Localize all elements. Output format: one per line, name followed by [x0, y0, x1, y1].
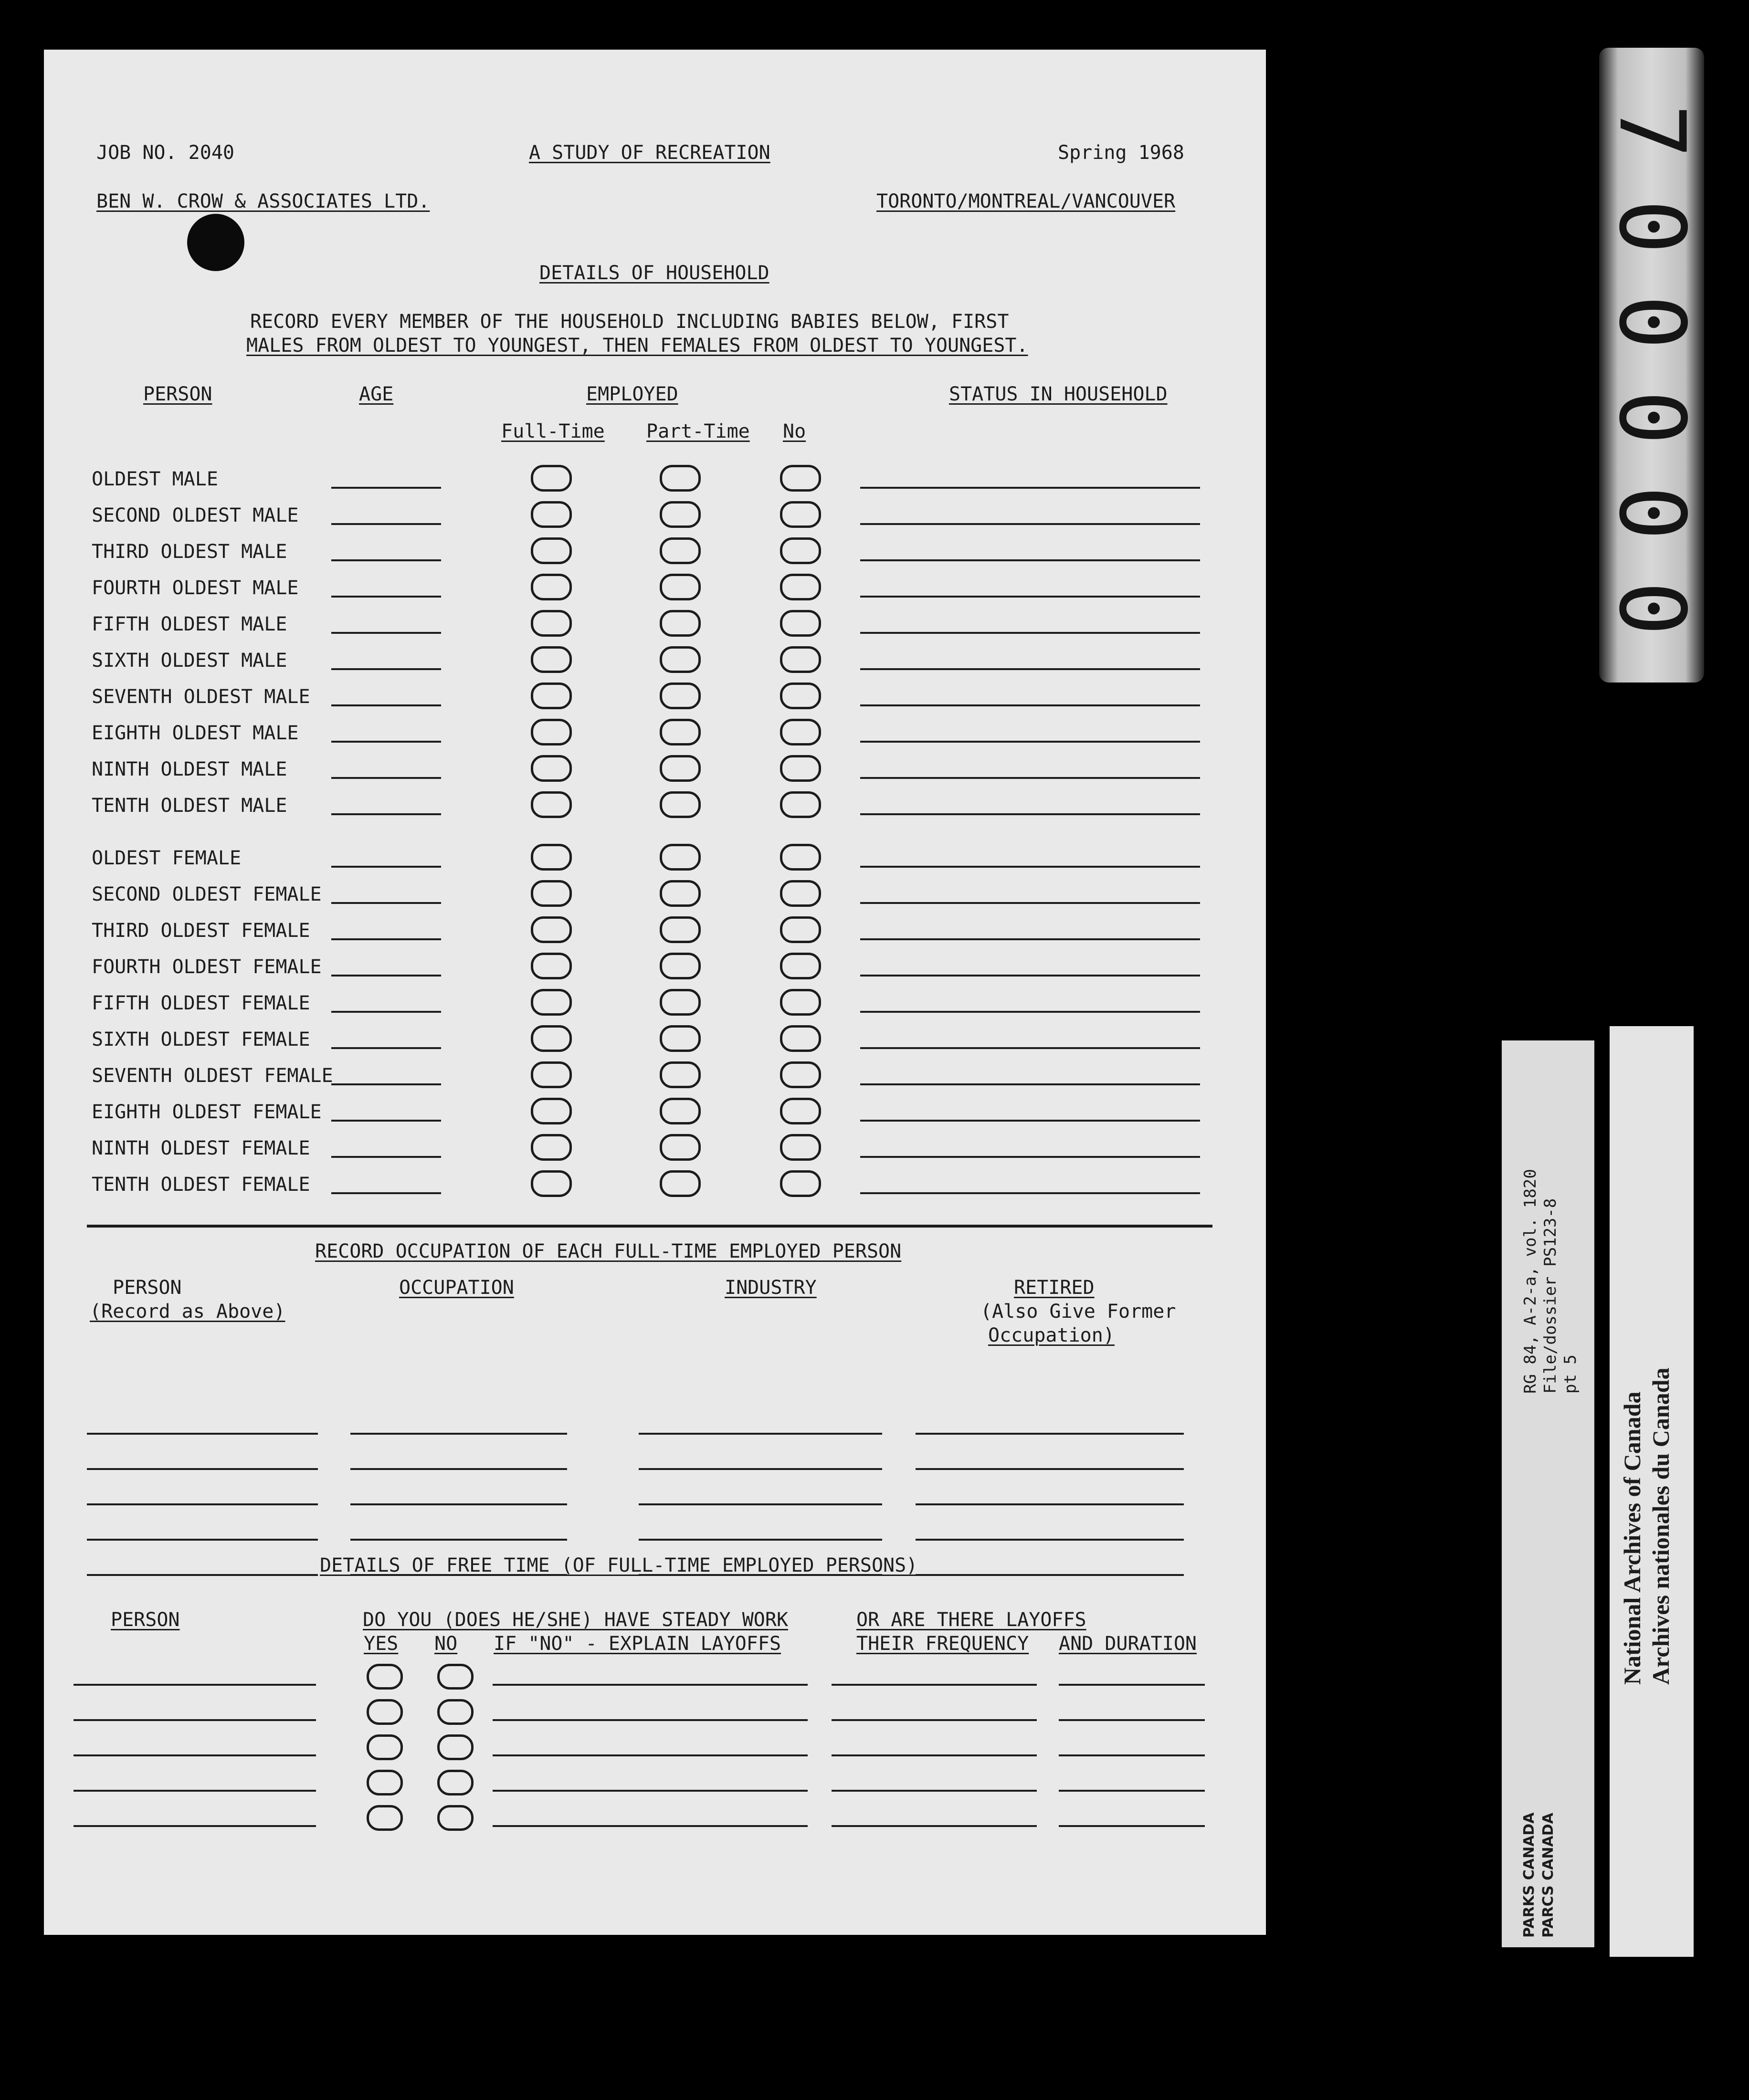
full-time-checkbox[interactable]	[531, 1134, 572, 1161]
ft-col-explain: IF "NO" - EXPLAIN LAYOFFS	[494, 1633, 781, 1655]
full-time-checkbox[interactable]	[531, 610, 572, 637]
part-time-checkbox[interactable]	[660, 953, 701, 979]
status-field[interactable]	[860, 487, 1200, 489]
status-field[interactable]	[860, 704, 1200, 706]
status-field[interactable]	[860, 1083, 1200, 1085]
ft-duration-field[interactable]	[1059, 1719, 1205, 1721]
household-member-label: EIGHTH OLDEST MALE	[92, 722, 299, 744]
household-member-label: NINTH OLDEST FEMALE	[92, 1137, 310, 1159]
ft-question-2: OR ARE THERE LAYOFFS	[856, 1609, 1086, 1631]
age-field[interactable]	[331, 632, 441, 634]
study-date: Spring 1968	[1058, 142, 1184, 164]
household-instruction-1: RECORD EVERY MEMBER OF THE HOUSEHOLD INCLUDING BABIES BELOW, FIRST	[250, 311, 1009, 333]
part-time-checkbox[interactable]	[660, 844, 701, 871]
age-field[interactable]	[331, 902, 441, 904]
section-divider	[87, 1225, 1212, 1228]
archives-name-fr: Archives nationales du Canada	[1647, 1367, 1674, 1685]
not-employed-checkbox[interactable]	[780, 791, 821, 818]
col-person: PERSON	[143, 383, 212, 405]
col-status: STATUS IN HOUSEHOLD	[949, 383, 1168, 405]
not-employed-checkbox[interactable]	[780, 719, 821, 746]
not-employed-checkbox[interactable]	[780, 537, 821, 564]
ft-yes-checkbox[interactable]	[367, 1734, 403, 1760]
ft-col-person: PERSON	[111, 1609, 180, 1631]
not-employed-checkbox[interactable]	[780, 1170, 821, 1197]
part-time-checkbox[interactable]	[660, 916, 701, 943]
occ-industry-field[interactable]	[639, 1503, 882, 1505]
not-employed-checkbox[interactable]	[780, 953, 821, 979]
parks-canada-en: PARKS CANADA	[1521, 1812, 1538, 1938]
household-member-label: THIRD OLDEST MALE	[92, 541, 287, 563]
status-field[interactable]	[860, 523, 1200, 525]
part-time-checkbox[interactable]	[660, 989, 701, 1016]
age-field[interactable]	[331, 668, 441, 670]
ft-person-field[interactable]	[74, 1719, 316, 1721]
reel-digit: 0	[1599, 581, 1705, 636]
part-time-checkbox[interactable]	[660, 880, 701, 907]
occ-person-field[interactable]	[87, 1574, 318, 1576]
age-field[interactable]	[331, 866, 441, 868]
ft-question-1: DO YOU (DOES HE/SHE) HAVE STEADY WORK	[363, 1609, 789, 1631]
occ-retired-field[interactable]	[916, 1539, 1184, 1541]
ft-duration-field[interactable]	[1059, 1684, 1205, 1686]
ft-frequency-field[interactable]	[832, 1790, 1037, 1792]
part-time-checkbox[interactable]	[660, 465, 701, 492]
ft-no-checkbox[interactable]	[437, 1805, 474, 1831]
household-member-label: SEVENTH OLDEST FEMALE	[92, 1065, 333, 1087]
ft-explain-field[interactable]	[493, 1754, 808, 1756]
occ-retired-field[interactable]	[916, 1433, 1184, 1435]
status-field[interactable]	[860, 866, 1200, 868]
age-field[interactable]	[331, 1192, 441, 1194]
ft-yes-checkbox[interactable]	[367, 1805, 403, 1831]
part-time-checkbox[interactable]	[660, 537, 701, 564]
occ-col-industry: INDUSTRY	[725, 1277, 817, 1299]
ft-col-frequency: THEIR FREQUENCY	[856, 1633, 1029, 1655]
status-field[interactable]	[860, 559, 1200, 561]
full-time-checkbox[interactable]	[531, 880, 572, 907]
ft-no-checkbox[interactable]	[437, 1664, 474, 1690]
occ-col-person: PERSON	[113, 1277, 182, 1299]
age-field[interactable]	[331, 596, 441, 598]
ft-frequency-field[interactable]	[832, 1754, 1037, 1756]
age-field[interactable]	[331, 1156, 441, 1158]
household-member-label: SECOND OLDEST MALE	[92, 504, 299, 526]
ft-person-field[interactable]	[74, 1825, 316, 1827]
occ-person-field[interactable]	[87, 1503, 318, 1505]
age-field[interactable]	[331, 741, 441, 743]
status-field[interactable]	[860, 1192, 1200, 1194]
occ-retired-field[interactable]	[916, 1468, 1184, 1470]
household-member-label: SIXTH OLDEST FEMALE	[92, 1029, 310, 1050]
reel-digit: 0	[1599, 294, 1705, 350]
status-field[interactable]	[860, 902, 1200, 904]
household-member-label: FIFTH OLDEST FEMALE	[92, 992, 310, 1014]
status-field[interactable]	[860, 938, 1200, 940]
part-time-checkbox[interactable]	[660, 501, 701, 528]
household-member-label: TENTH OLDEST MALE	[92, 795, 287, 817]
part-time-checkbox[interactable]	[660, 1098, 701, 1124]
part-time-checkbox[interactable]	[660, 755, 701, 782]
household-member-label: EIGHTH OLDEST FEMALE	[92, 1101, 322, 1123]
full-time-checkbox[interactable]	[531, 682, 572, 709]
full-time-checkbox[interactable]	[531, 465, 572, 492]
ft-duration-field[interactable]	[1059, 1825, 1205, 1827]
occ-col-retired-note2: Occupation)	[988, 1324, 1115, 1346]
occ-occupation-field[interactable]	[350, 1468, 567, 1470]
full-time-checkbox[interactable]	[531, 1061, 572, 1088]
full-time-checkbox[interactable]	[531, 989, 572, 1016]
age-field[interactable]	[331, 1011, 441, 1013]
age-field[interactable]	[331, 777, 441, 779]
not-employed-checkbox[interactable]	[780, 646, 821, 673]
microfilm-frame-number	[1599, 48, 1704, 682]
full-time-checkbox[interactable]	[531, 755, 572, 782]
not-employed-checkbox[interactable]	[780, 755, 821, 782]
occ-retired-field[interactable]	[916, 1574, 1184, 1576]
occ-person-field[interactable]	[87, 1433, 318, 1435]
not-employed-checkbox[interactable]	[780, 1061, 821, 1088]
parks-canada-fr: PARCS CANADA	[1540, 1813, 1557, 1938]
part-time-checkbox[interactable]	[660, 719, 701, 746]
occ-col-person-note: (Record as Above)	[90, 1301, 285, 1323]
ft-yes-checkbox[interactable]	[367, 1664, 403, 1690]
ft-yes-checkbox[interactable]	[367, 1770, 403, 1796]
household-member-label: SECOND OLDEST FEMALE	[92, 883, 322, 905]
part-time-checkbox[interactable]	[660, 682, 701, 709]
status-field[interactable]	[860, 632, 1200, 634]
full-time-checkbox[interactable]	[531, 646, 572, 673]
status-field[interactable]	[860, 975, 1200, 976]
household-member-label: SEVENTH OLDEST MALE	[92, 686, 310, 708]
status-field[interactable]	[860, 596, 1200, 598]
col-employed: EMPLOYED	[586, 383, 678, 405]
not-employed-checkbox[interactable]	[780, 989, 821, 1016]
ft-no-checkbox[interactable]	[437, 1699, 474, 1725]
reel-digit: 0	[1599, 199, 1705, 254]
ft-frequency-field[interactable]	[832, 1684, 1037, 1686]
occupation-title: RECORD OCCUPATION OF EACH FULL-TIME EMPLOYED PERSON	[315, 1240, 902, 1262]
punch-hole	[187, 214, 244, 271]
age-field[interactable]	[331, 938, 441, 940]
status-field[interactable]	[860, 668, 1200, 670]
company-name: BEN W. CROW & ASSOCIATES LTD.	[96, 190, 430, 212]
col-part-time: Part-Time	[646, 420, 750, 442]
age-field[interactable]	[331, 1120, 441, 1122]
ft-explain-field[interactable]	[493, 1684, 808, 1686]
status-field[interactable]	[860, 1156, 1200, 1158]
status-field[interactable]	[860, 1011, 1200, 1013]
occ-occupation-field[interactable]	[350, 1433, 567, 1435]
occ-industry-field[interactable]	[639, 1468, 882, 1470]
part-time-checkbox[interactable]	[660, 574, 701, 600]
full-time-checkbox[interactable]	[531, 1025, 572, 1052]
occ-col-retired: RETIRED	[1014, 1277, 1095, 1299]
age-field[interactable]	[331, 1083, 441, 1085]
household-member-label: TENTH OLDEST FEMALE	[92, 1174, 310, 1196]
ft-duration-field[interactable]	[1059, 1790, 1205, 1792]
full-time-checkbox[interactable]	[531, 916, 572, 943]
status-field[interactable]	[860, 777, 1200, 779]
household-member-label: FIFTH OLDEST MALE	[92, 613, 287, 635]
occ-retired-field[interactable]	[916, 1503, 1184, 1505]
ft-col-duration: AND DURATION	[1059, 1633, 1197, 1655]
status-field[interactable]	[860, 813, 1200, 815]
full-time-checkbox[interactable]	[531, 501, 572, 528]
ft-explain-field[interactable]	[493, 1825, 808, 1827]
reference-label	[1502, 1040, 1594, 1947]
full-time-checkbox[interactable]	[531, 1098, 572, 1124]
office-cities: TORONTO/MONTREAL/VANCOUVER	[876, 190, 1176, 212]
part-time-checkbox[interactable]	[660, 1061, 701, 1088]
occ-person-field[interactable]	[87, 1468, 318, 1470]
part-time-checkbox[interactable]	[660, 1134, 701, 1161]
not-employed-checkbox[interactable]	[780, 610, 821, 637]
archives-label	[1610, 1026, 1694, 1957]
ft-col-yes: YES	[364, 1633, 399, 1655]
not-employed-checkbox[interactable]	[780, 682, 821, 709]
age-field[interactable]	[331, 1047, 441, 1049]
ft-frequency-field[interactable]	[832, 1825, 1037, 1827]
ft-duration-field[interactable]	[1059, 1754, 1205, 1756]
age-field[interactable]	[331, 487, 441, 489]
not-employed-checkbox[interactable]	[780, 880, 821, 907]
job-number: JOB NO. 2040	[96, 142, 234, 164]
full-time-checkbox[interactable]	[531, 791, 572, 818]
reference-line-1: RG 84, A-2-a, vol. 1820	[1521, 1169, 1540, 1394]
part-time-checkbox[interactable]	[660, 646, 701, 673]
household-member-label: OLDEST FEMALE	[92, 847, 242, 869]
not-employed-checkbox[interactable]	[780, 501, 821, 528]
part-time-checkbox[interactable]	[660, 1025, 701, 1052]
household-member-label: NINTH OLDEST MALE	[92, 758, 287, 780]
reference-line-3: pt 5	[1561, 1354, 1580, 1394]
study-title: A STUDY OF RECREATION	[529, 142, 770, 164]
survey-form-page	[44, 50, 1266, 1935]
ft-person-field[interactable]	[74, 1790, 316, 1792]
not-employed-checkbox[interactable]	[780, 1098, 821, 1124]
ft-col-no: NO	[434, 1633, 458, 1655]
col-no: No	[783, 420, 806, 442]
reel-digit: 7	[1599, 104, 1705, 159]
occ-person-field[interactable]	[87, 1539, 318, 1541]
ft-explain-field[interactable]	[493, 1790, 808, 1792]
ft-explain-field[interactable]	[493, 1719, 808, 1721]
not-employed-checkbox[interactable]	[780, 1134, 821, 1161]
part-time-checkbox[interactable]	[660, 610, 701, 637]
ft-person-field[interactable]	[74, 1684, 316, 1686]
age-field[interactable]	[331, 523, 441, 525]
occ-industry-field[interactable]	[639, 1539, 882, 1541]
household-member-label: FOURTH OLDEST FEMALE	[92, 956, 322, 978]
full-time-checkbox[interactable]	[531, 844, 572, 871]
household-member-label: FOURTH OLDEST MALE	[92, 577, 299, 599]
full-time-checkbox[interactable]	[531, 574, 572, 600]
not-employed-checkbox[interactable]	[780, 465, 821, 492]
status-field[interactable]	[860, 1047, 1200, 1049]
not-employed-checkbox[interactable]	[780, 916, 821, 943]
not-employed-checkbox[interactable]	[780, 1025, 821, 1052]
free-time-title: DETAILS OF FREE TIME (OF FULL-TIME EMPLOYED PERSONS)	[320, 1554, 918, 1576]
status-field[interactable]	[860, 1120, 1200, 1122]
not-employed-checkbox[interactable]	[780, 574, 821, 600]
occ-col-occupation: OCCUPATION	[399, 1277, 514, 1299]
occ-industry-field[interactable]	[639, 1433, 882, 1435]
full-time-checkbox[interactable]	[531, 719, 572, 746]
ft-person-field[interactable]	[74, 1754, 316, 1756]
household-title: DETAILS OF HOUSEHOLD	[539, 262, 769, 284]
age-field[interactable]	[331, 559, 441, 561]
ft-no-checkbox[interactable]	[437, 1734, 474, 1760]
part-time-checkbox[interactable]	[660, 1170, 701, 1197]
occ-occupation-field[interactable]	[350, 1539, 567, 1541]
household-member-label: OLDEST MALE	[92, 468, 218, 490]
age-field[interactable]	[331, 813, 441, 815]
household-instruction-2: MALES FROM OLDEST TO YOUNGEST, THEN FEMALES FROM OLDEST TO YOUNGEST.	[246, 335, 1028, 357]
archives-name-en: National Archives of Canada	[1619, 1391, 1645, 1685]
col-full-time: Full-Time	[501, 420, 605, 442]
status-field[interactable]	[860, 741, 1200, 743]
reel-digit: 0	[1599, 390, 1705, 445]
ft-yes-checkbox[interactable]	[367, 1699, 403, 1725]
reel-digit: 0	[1599, 485, 1705, 541]
household-member-label: SIXTH OLDEST MALE	[92, 650, 287, 672]
ft-frequency-field[interactable]	[832, 1719, 1037, 1721]
col-age: AGE	[359, 383, 394, 405]
occ-occupation-field[interactable]	[350, 1503, 567, 1505]
occ-col-retired-note1: (Also Give Former	[980, 1301, 1176, 1323]
part-time-checkbox[interactable]	[660, 791, 701, 818]
full-time-checkbox[interactable]	[531, 1170, 572, 1197]
household-member-label: THIRD OLDEST FEMALE	[92, 920, 310, 942]
age-field[interactable]	[331, 975, 441, 976]
full-time-checkbox[interactable]	[531, 953, 572, 979]
full-time-checkbox[interactable]	[531, 537, 572, 564]
not-employed-checkbox[interactable]	[780, 844, 821, 871]
ft-no-checkbox[interactable]	[437, 1770, 474, 1796]
age-field[interactable]	[331, 704, 441, 706]
reference-line-2: File/dossier PS123-8	[1541, 1198, 1560, 1394]
